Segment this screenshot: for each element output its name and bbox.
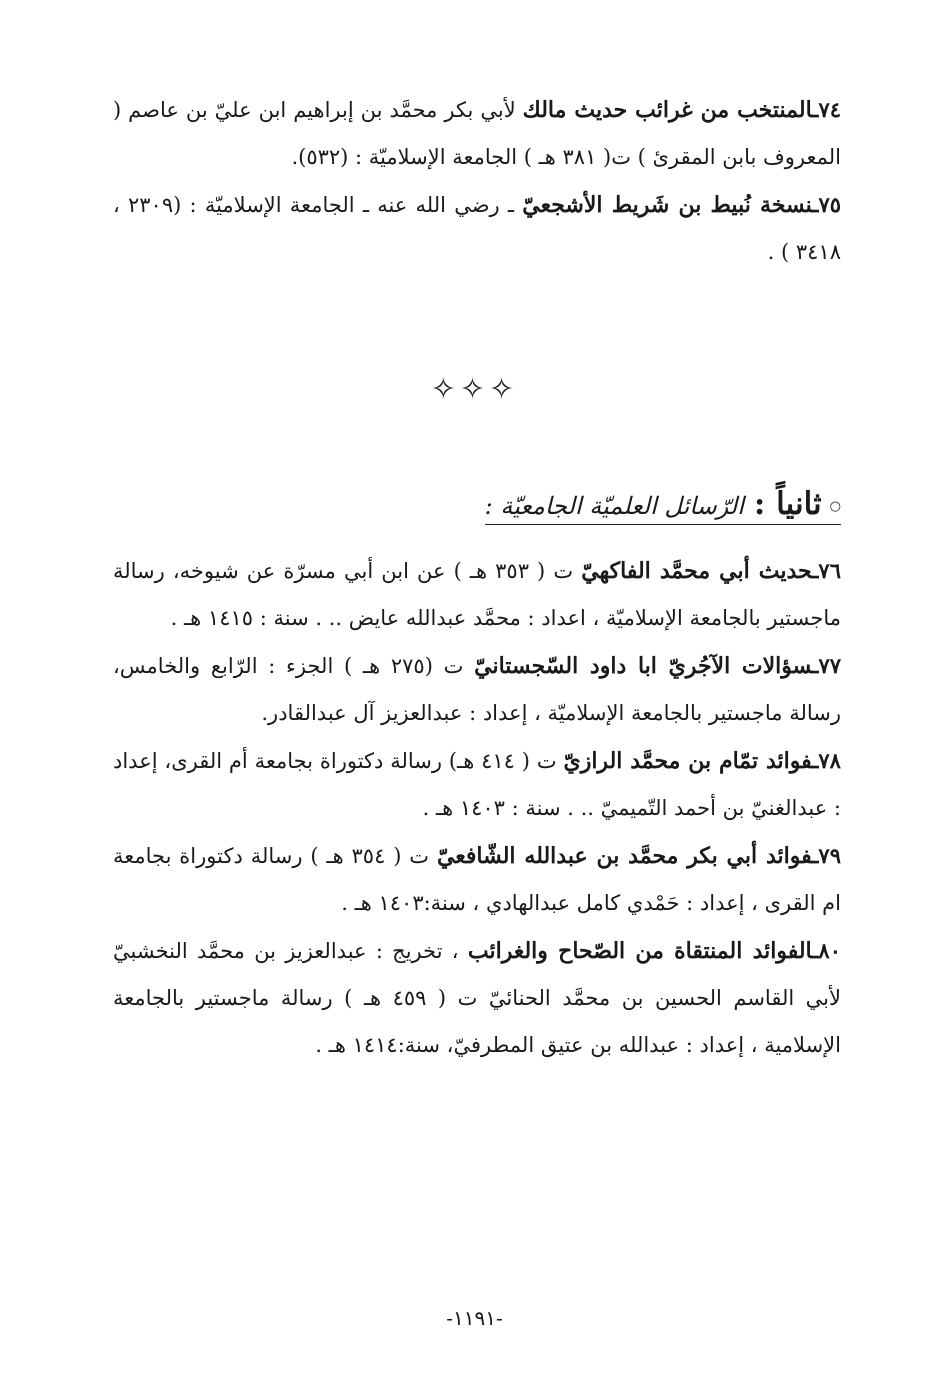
entry-text: ت (٢٧٥ هـ ) الجزء : الرّابع والخامس، رسالة ماجستير بالجامعة الإسلاميّة ، إعداد : عبدالعزيز آل عبدالقادر.	[113, 654, 841, 725]
list-item	[113, 181, 841, 276]
list-item	[113, 927, 841, 1069]
entry-text: ـ رضي الله عنه ـ الجامعة الإسلاميّة : (٢٣٠٩ ، ٣٤١٨ ) .	[113, 193, 841, 264]
list-item	[113, 86, 841, 181]
entry-text: ت ( ٣٥٣ هـ ) عن ابن أبي مسرّة عن شيوخه، رسالة ماجستير بالجامعة الإسلاميّة ، اعداد : محمَّد عبدالله عايض .. . سنة : ١٤١٥ هـ .	[113, 559, 841, 630]
entry-title: فوائد أبي بكر محمَّد بن عبدالله الشّافعيّ	[436, 843, 813, 869]
section-heading	[485, 486, 841, 525]
entry-text: ت ( ٣٥٤ هـ ) رسالة دكتوراة بجامعة ام القرى ، إعداد : حَمْدي كامل عبدالهادي ، سنة:١٤٠٣ هـ .	[113, 844, 841, 915]
ornament-separator: ✧✧✧	[430, 372, 519, 407]
entry-title: فوائد تمّام بن محمَّد الرازيّ	[563, 748, 813, 774]
list-item	[113, 642, 841, 737]
list-item	[113, 737, 841, 832]
section-title: الرّسائل العلميّة الجامعيّة :	[484, 492, 744, 520]
entry-title: الفوائد المنتقاة من الصّحاح والغرائب	[467, 938, 813, 964]
entry-number: ٧٦ـ	[812, 558, 841, 583]
entry-text: لأبي بكر محمَّد بن إبراهيم ابن عليّ بن عاصم ( المعروف بابن المقرئ ) ت( ٣٨١ هـ ) الجامعة الإسلاميّة : (٥٣٢).	[113, 98, 841, 169]
entry-text: ت ( ٤١٤ هـ) رسالة دكتوراة بجامعة أم القرى، إعداد : عبدالغنيّ بن أحمد التّميميّ .. . سنة : ١٤٠٣ هـ .	[113, 749, 841, 820]
entry-text: ، تخريج : عبدالعزيز بن محمَّد النخشبيّ لأبي القاسم الحسين بن محمَّد الحنائيّ ت ( ٤٥٩ هـ ) رسالة ماجستير بالجامعة الإسلامية ، إعداد : عبدالله بن عتيق المطرفيّ، سنة:١٤١٤ هـ .	[113, 939, 842, 1057]
list-item	[113, 832, 841, 927]
entries-list-top	[113, 86, 841, 276]
entry-title: المنتخب من غرائب حديث مالك	[522, 97, 813, 123]
entry-number: ٧٨ـ	[812, 748, 841, 773]
list-item	[113, 547, 841, 642]
entry-number: ٧٥ـ	[812, 192, 842, 217]
entry-number: ٧٤ـ	[812, 97, 841, 122]
section-label: ثانياً :	[753, 486, 822, 522]
entry-title: نسخة نُبيط بن شَريط الأشجعيّ	[522, 192, 813, 218]
entries-list-bottom	[113, 547, 841, 1069]
circle-bullet-icon: ○	[829, 498, 841, 514]
entry-number: ٨٠ـ	[812, 938, 841, 963]
page-number: -١١٩١-	[446, 1306, 503, 1330]
entry-title: سؤالات الآجُريّ ابا داود السّجستانيّ	[474, 653, 813, 679]
entry-title: حديث أبي محمَّد الفاكهيّ	[581, 558, 813, 584]
entry-number: ٧٧ـ	[812, 653, 841, 678]
entry-number: ٧٩ـ	[812, 843, 841, 868]
